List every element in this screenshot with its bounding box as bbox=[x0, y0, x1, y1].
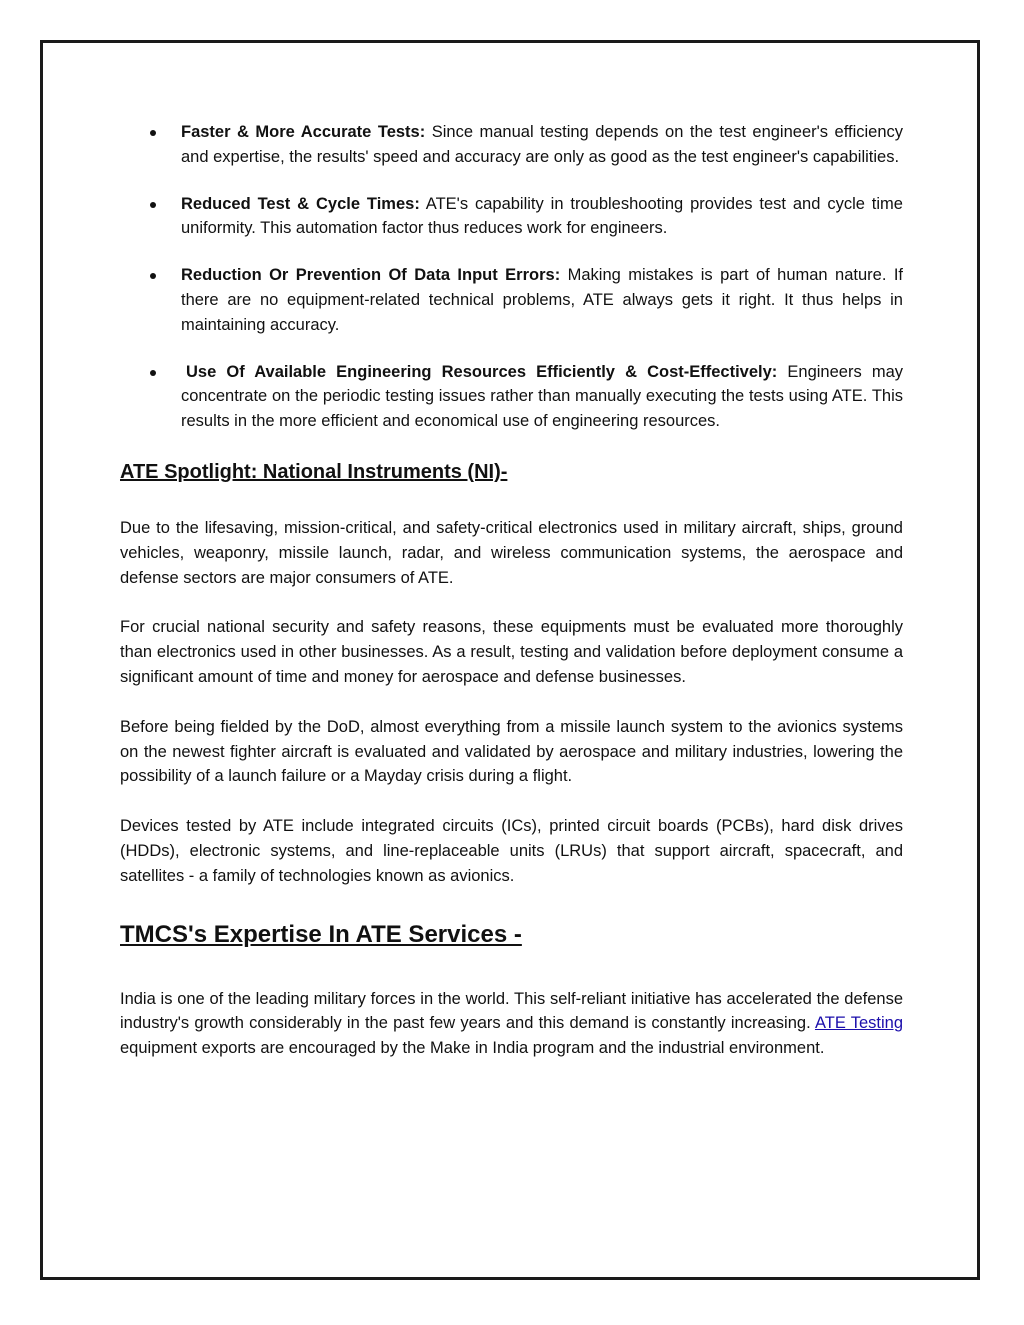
benefits-list bbox=[120, 120, 903, 434]
bullet-icon bbox=[150, 202, 156, 208]
item-title: Use Of Available Engineering Resources Efficiently & Cost-Effectively: bbox=[186, 362, 778, 381]
paragraph: For crucial national security and safety reasons, these equipments must be evaluated more thoroughly than electronics used in other businesses. As a result, testing and validation before deployment consume a significant amount of time and money for aerospace and defense businesses. bbox=[120, 618, 903, 686]
item-text: Making mistakes is part of human nature. If there are no equipment-related technical problems, ATE always gets it right. It thus helps in maintaining accuracy. bbox=[181, 266, 903, 334]
item-text: Since manual testing depends on the test engineer's efficiency and expertise, the results' speed and accuracy are only as good as the test engineer's capabilities. bbox=[181, 123, 904, 166]
document-content bbox=[120, 120, 903, 1086]
section-heading-tmcs: TMCS's Expertise In ATE Services - bbox=[120, 920, 522, 948]
item-title: Reduced Test & Cycle Times: bbox=[181, 194, 420, 213]
item-text: ATE's capability in troubleshooting provides test and cycle time uniformity. This automation factor thus reduces work for engineers. bbox=[181, 194, 903, 238]
section-heading-ni: ATE Spotlight: National Instruments (NI)- bbox=[120, 460, 508, 483]
paragraph-with-link bbox=[120, 987, 903, 1061]
item-title: Reduction Or Prevention Of Data Input Errors: bbox=[181, 266, 561, 285]
paragraph: Before being fielded by the DoD, almost everything from a missile launch system to the avionics systems on the newest fighter aircraft is evaluated and validated by aerospace and military industries, lowering the possibility of a launch failure or a Mayday crisis during a flight. bbox=[120, 717, 903, 786]
list-item bbox=[120, 360, 903, 434]
bullet-icon bbox=[150, 370, 156, 376]
list-item bbox=[120, 192, 903, 242]
paragraph-text: India is one of the leading military forces in the world. This self-reliant initiative has accelerated the defense industry's growth considerably in the past few years and this demand is constantly increasing. bbox=[120, 989, 903, 1033]
ate-testing-link[interactable]: ATE Testing bbox=[814, 1014, 903, 1033]
list-item bbox=[120, 263, 903, 337]
item-text: Engineers may concentrate on the periodic testing issues rather than manually executing the tests using ATE. This results in the more efficient and economical use of engineering resources. bbox=[181, 362, 903, 431]
paragraph: Due to the lifesaving, mission-critical, and safety-critical electronics used in military aircraft, ships, ground vehicles, weaponry, missile launch, radar, and wireless communication systems, the aerospace and defense sectors are major consumers of ATE. bbox=[120, 518, 903, 587]
paragraph: Devices tested by ATE include integrated circuits (ICs), printed circuit boards (PCBs), hard disk drives (HDDs), electronic systems, and line-replaceable units (LRUs) that support aircraft, spacecraft, and satellites - a family of technologies known as avionics. bbox=[120, 817, 903, 885]
bullet-icon bbox=[150, 273, 156, 279]
paragraph-text: equipment exports are encouraged by the Make in India program and the industrial environment. bbox=[120, 1039, 825, 1058]
bullet-icon bbox=[150, 130, 156, 136]
list-item bbox=[120, 120, 903, 170]
item-title: Faster & More Accurate Tests: bbox=[181, 123, 426, 141]
